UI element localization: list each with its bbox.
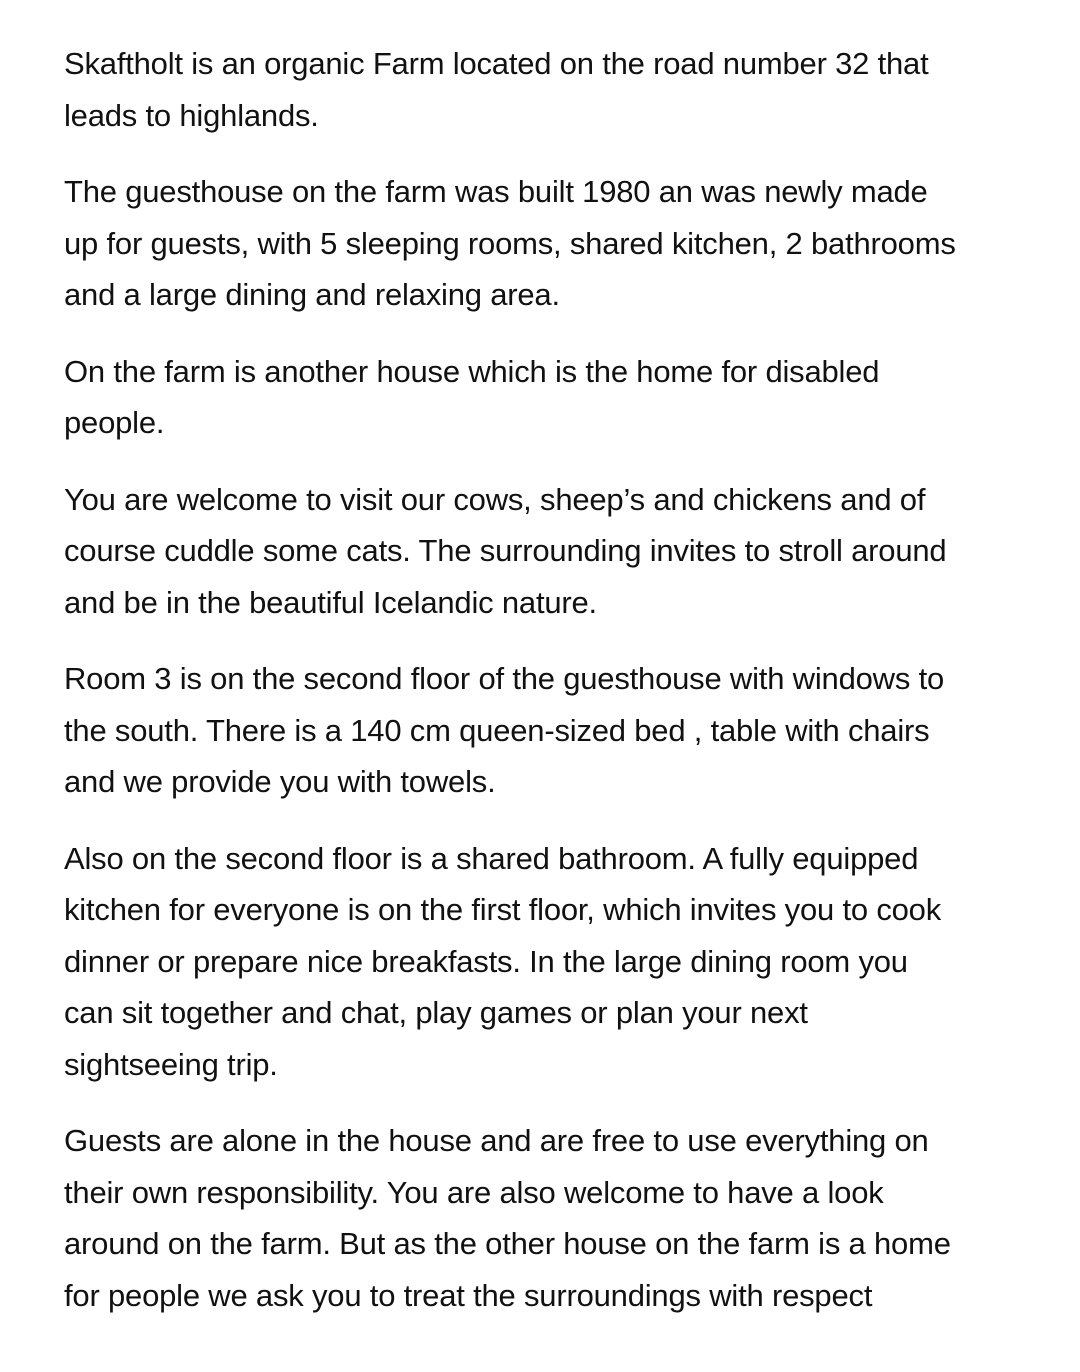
- text-line: course cuddle some cats. The surrounding invites to stroll around: [64, 533, 947, 568]
- text-line: Guests are alone in the house and are free to use everything on: [64, 1123, 929, 1158]
- text-line: leads to highlands.: [64, 97, 319, 133]
- paragraph-guest-rules: [64, 1115, 1054, 1321]
- text-line: Room 3 is on the second floor of the guesthouse with windows to: [64, 661, 945, 696]
- text-line: sightseeing trip.: [64, 1046, 278, 1082]
- text-line: On the farm is another house which is the home for disabled: [64, 353, 880, 389]
- text-line: Skaftholt is an organic Farm located on the road number 32 that: [64, 46, 929, 81]
- paragraph-room-3: [64, 653, 1054, 808]
- paragraph-guesthouse: [64, 166, 1054, 321]
- text-line: the south. There is a 140 cm queen-sized bed , table with chairs: [64, 712, 930, 748]
- text-line: dinner or prepare nice breakfasts. In the large dining room you: [64, 943, 908, 979]
- paragraph-animals: [64, 474, 1054, 629]
- text-line: and be in the beautiful Icelandic nature.: [64, 584, 597, 620]
- text-line: kitchen for everyone is on the first floor, which invites you to cook: [64, 892, 942, 927]
- text-line: for people we ask you to treat the surroundings with respect: [64, 1277, 873, 1313]
- text-line: around on the farm. But as the other house on the farm is a home: [64, 1226, 951, 1261]
- text-line: and we provide you with towels.: [64, 764, 496, 799]
- text-line: people.: [64, 405, 165, 440]
- document-body: [64, 38, 1054, 1346]
- text-line: their own responsibility. You are also welcome to have a look: [64, 1174, 884, 1210]
- text-line: up for guests, with 5 sleeping rooms, shared kitchen, 2 bathrooms: [64, 225, 956, 261]
- text-line: and a large dining and relaxing area.: [64, 277, 560, 312]
- paragraph-farm-location: [64, 38, 1054, 141]
- paragraph-shared-facilities: [64, 833, 1054, 1091]
- text-line: can sit together and chat, play games or plan your next: [64, 995, 808, 1030]
- paragraph-other-house: [64, 346, 1054, 449]
- text-line: You are welcome to visit our cows, sheep’s and chickens and of: [64, 481, 926, 517]
- text-line: The guesthouse on the farm was built 1980 an was newly made: [64, 174, 928, 209]
- text-line: Also on the second floor is a shared bathroom. A fully equipped: [64, 840, 919, 876]
